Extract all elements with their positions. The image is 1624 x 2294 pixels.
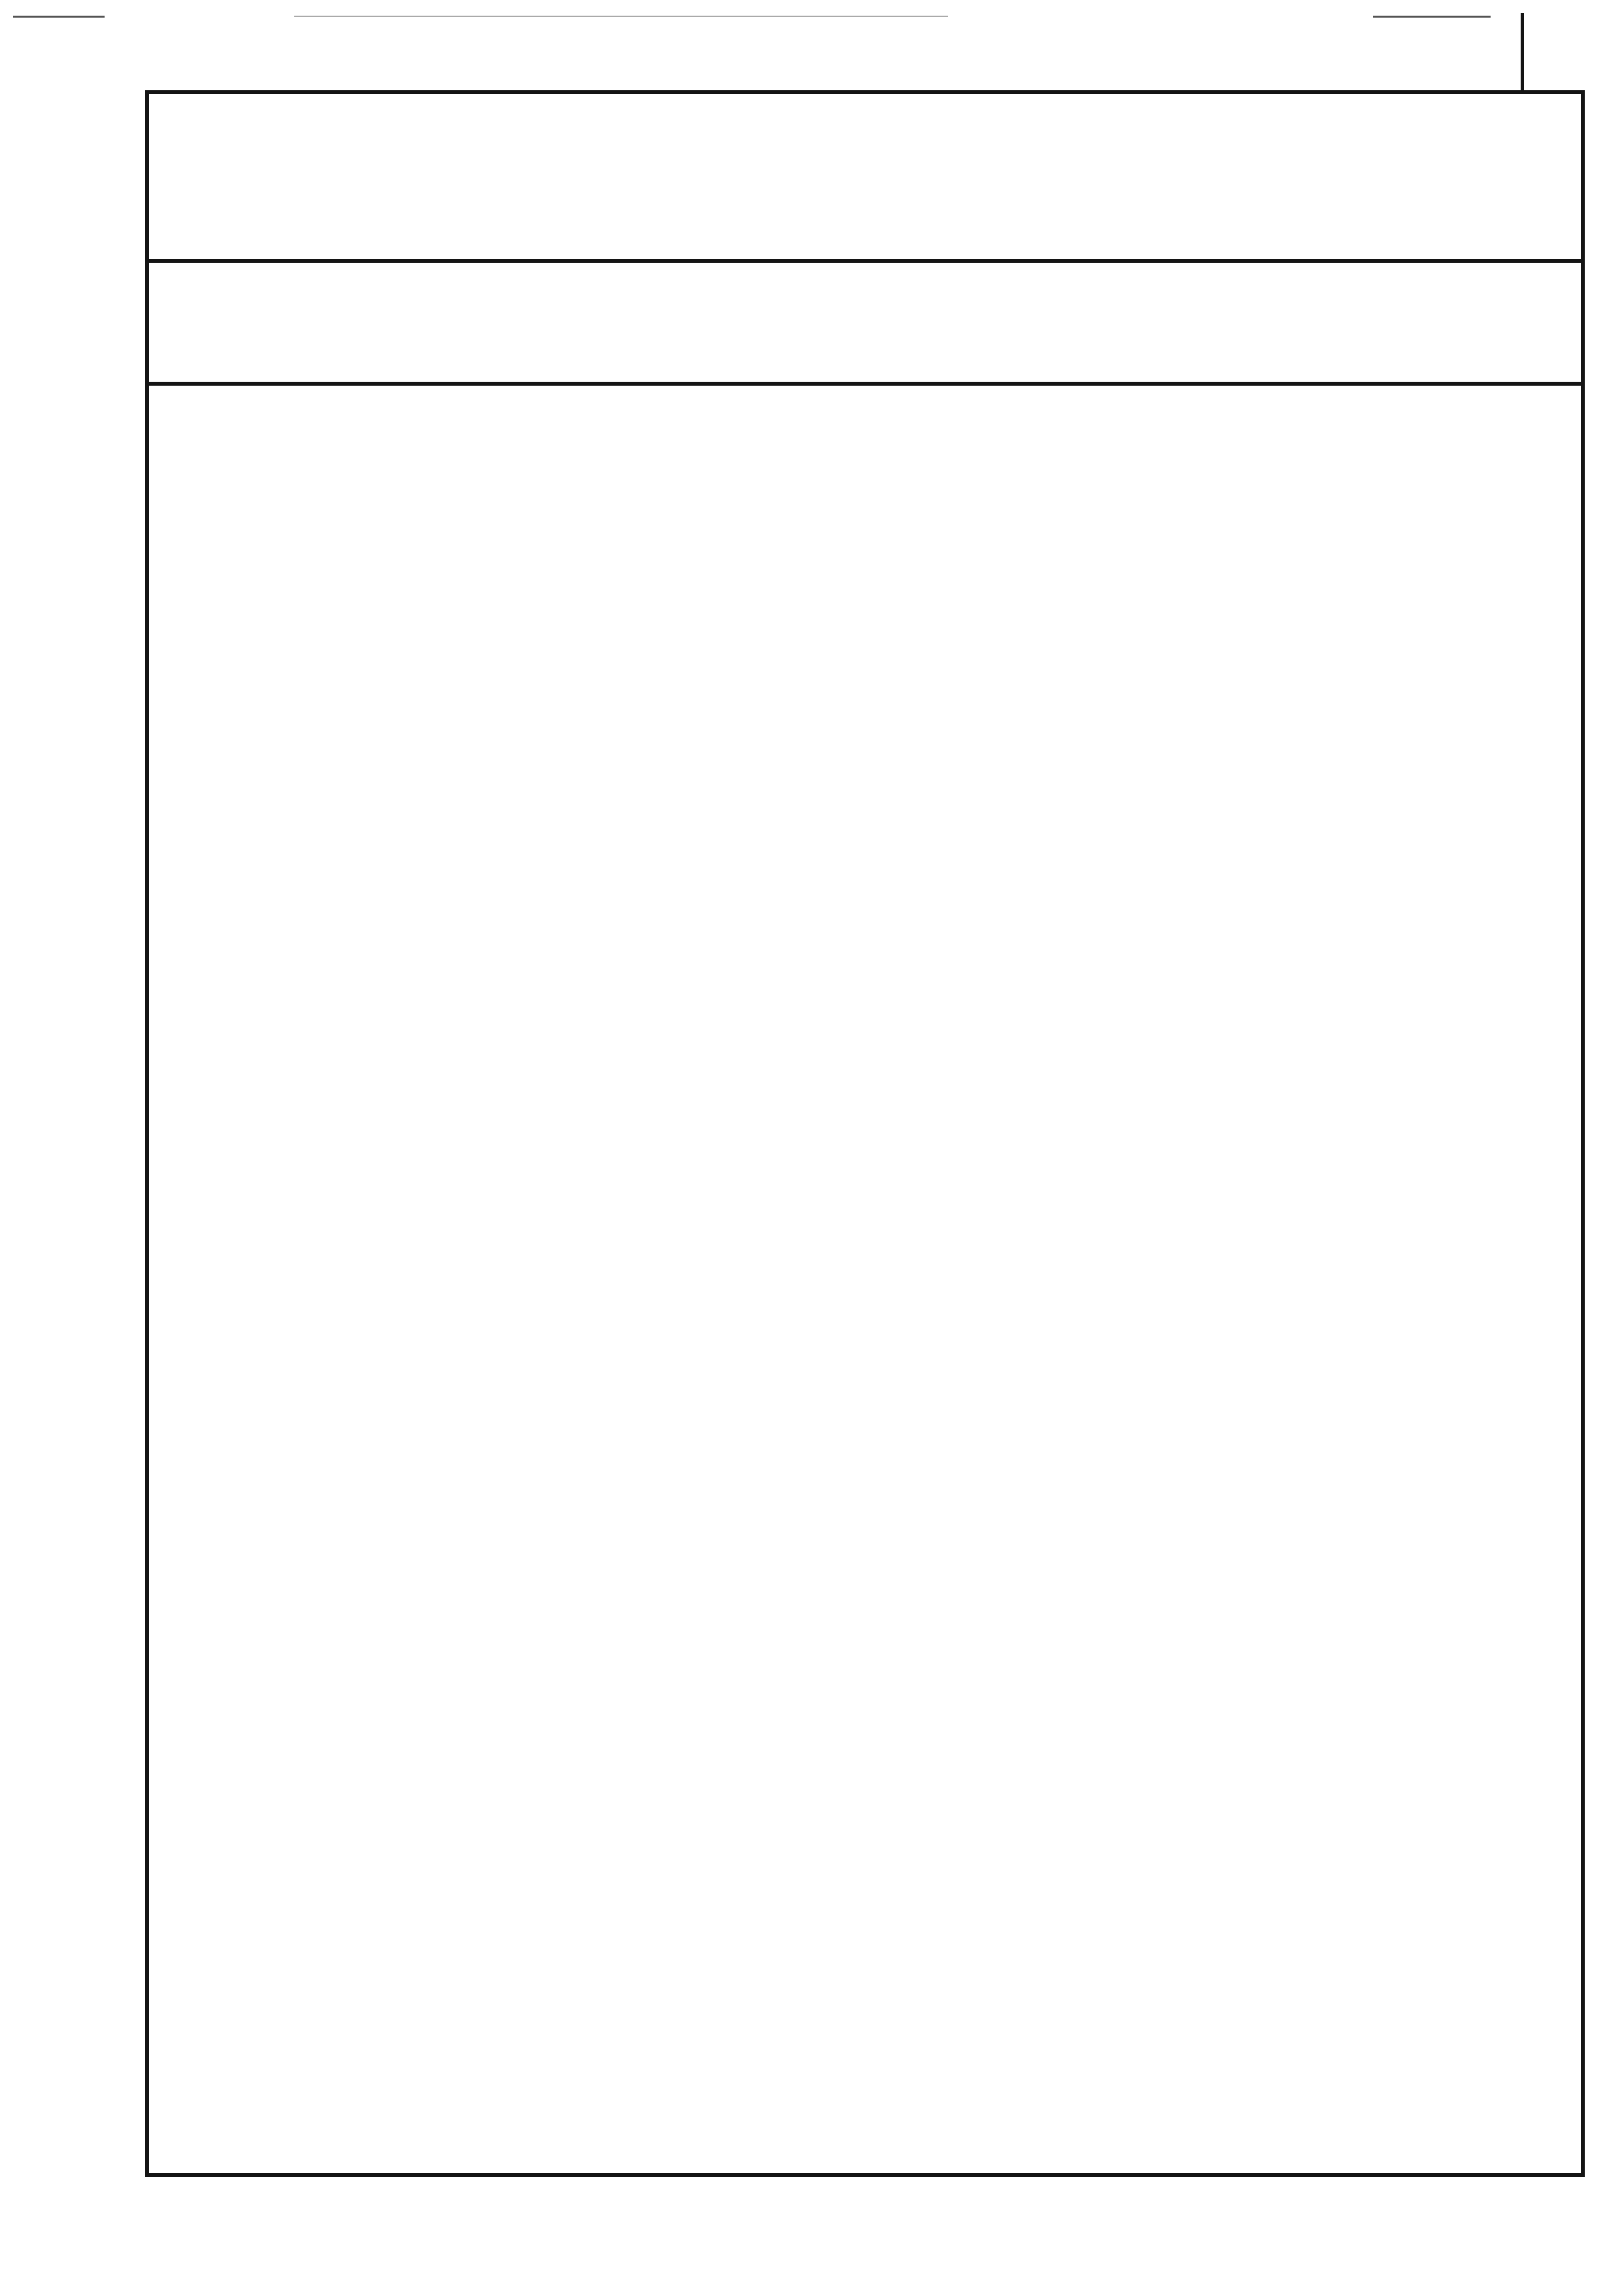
- page-number-divider: [1521, 13, 1524, 92]
- header-page: [1417, 263, 1581, 382]
- top-decor-line-mid: [294, 16, 948, 17]
- top-decor-line-right: [1373, 16, 1491, 18]
- page-number: [1536, 26, 1589, 85]
- header-name: [724, 263, 1417, 382]
- header-code: [149, 263, 724, 382]
- top-decor-line-left: [13, 16, 105, 18]
- table-header: [149, 263, 1581, 386]
- page-title: [149, 94, 1581, 263]
- contents-frame: [145, 90, 1585, 2177]
